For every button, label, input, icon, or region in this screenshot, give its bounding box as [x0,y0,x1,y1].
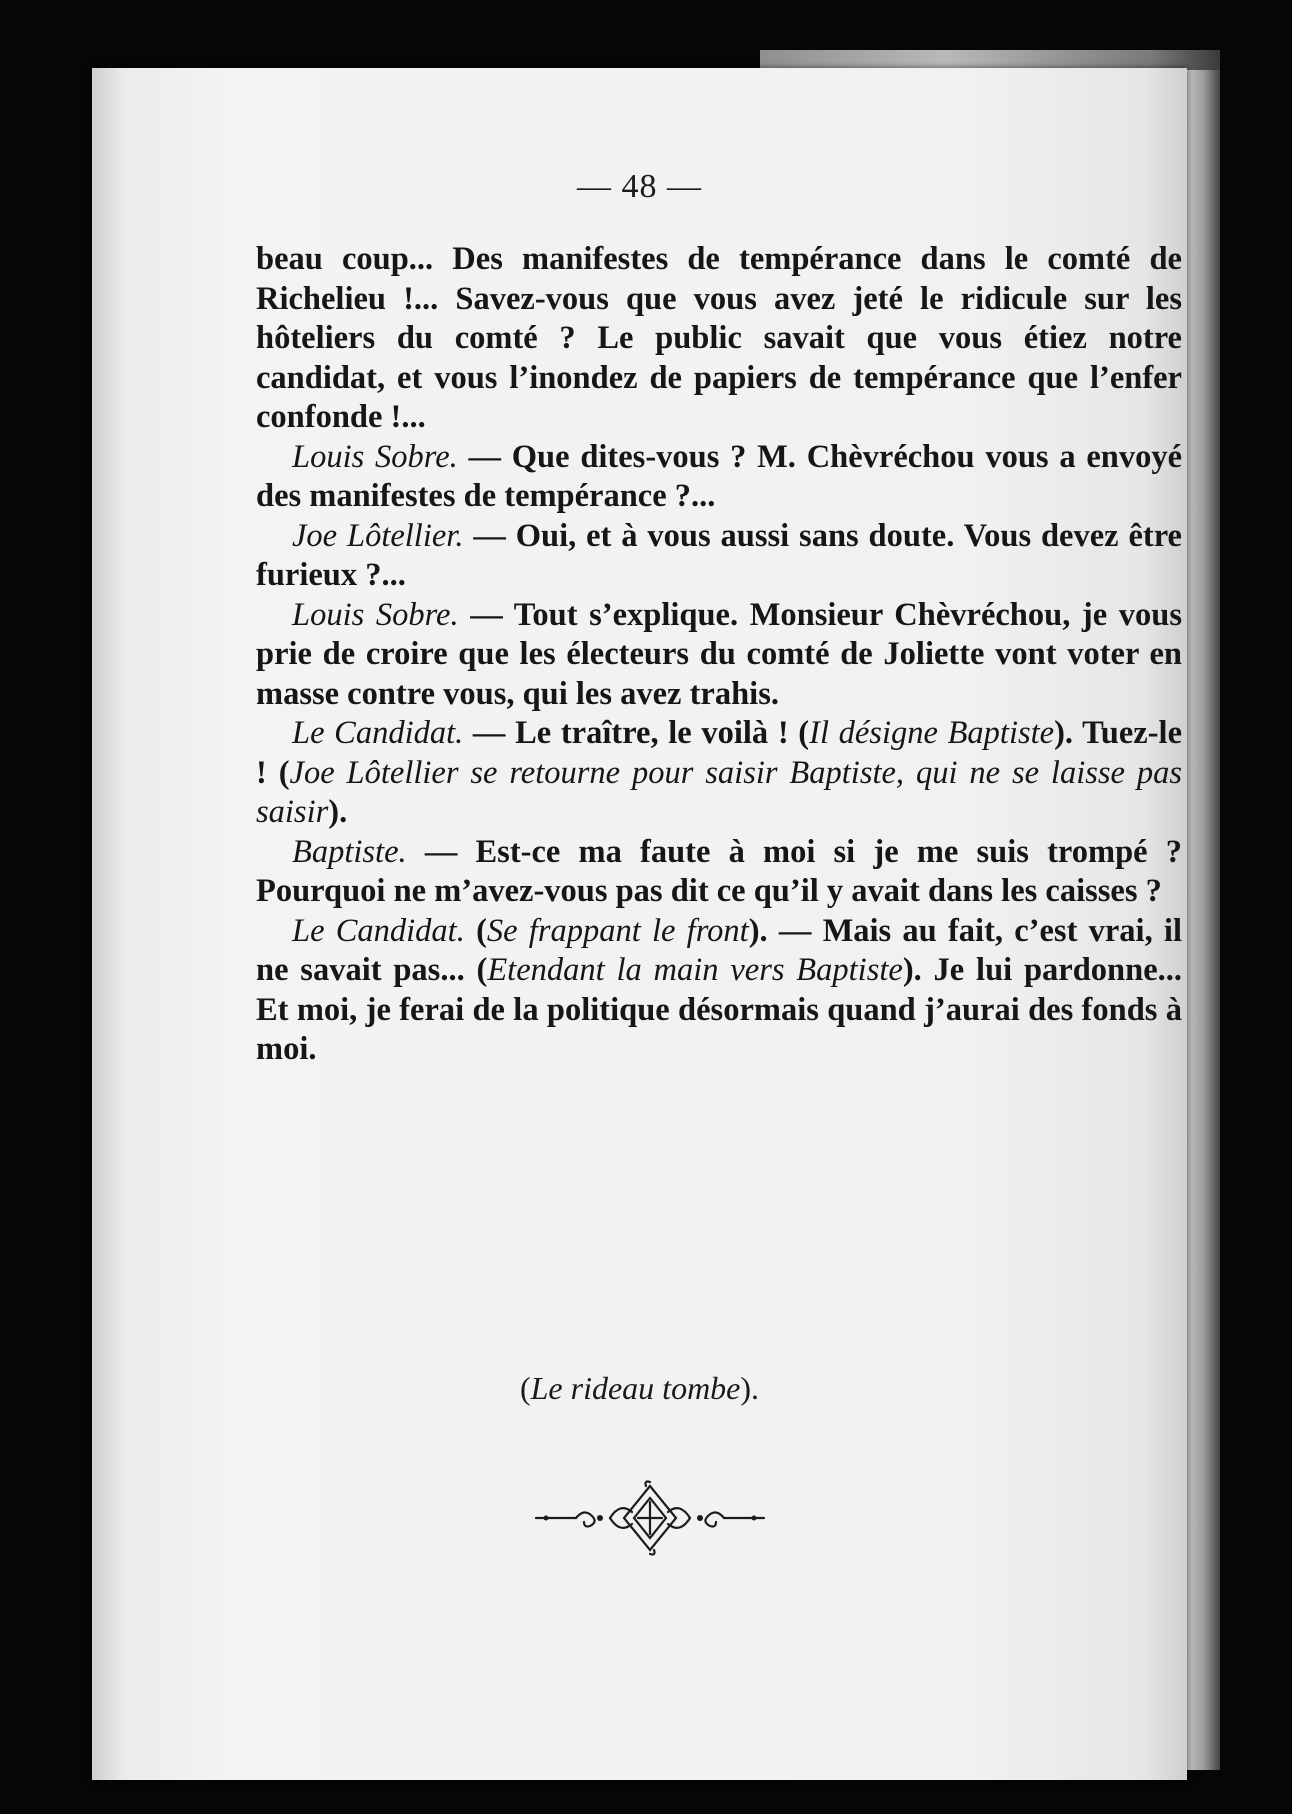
book-page [92,68,1187,1780]
paragraph [256,438,1182,517]
dialogue-text: — Que dites-vous ? M. Chèvréchou vous a envoyé des manifestes de tempérance ?... [256,438,1183,514]
closing-stage-direction [92,1370,1187,1407]
speaker-name: Louis Sobre. [292,438,458,475]
dialogue-text: ( [464,912,487,949]
paragraph [256,596,1182,715]
dialogue-text: beau coup... Des manifestes de tempérance dans le comté de Richelieu !... Savez-vous que vous avez jeté le ridicule sur les hôteliers du comté ? Le public savait que vous étiez notre candidat, et vous l’inondez de papiers de tempérance que l’enfer confonde !... [256,241,1182,435]
page-number: — 48 — [577,168,702,205]
speaker-name: Le Candidat. [292,912,465,949]
stage-direction: Il désigne Baptiste [809,715,1055,751]
paragraph [256,912,1182,1070]
paragraph [256,833,1182,912]
dialogue-text: ). [328,794,348,830]
stage-direction: Etendant la main vers Baptiste [487,952,903,988]
closing-open: ( [519,1370,531,1406]
speaker-name: Baptiste. [292,833,407,870]
speaker-name: Louis Sobre. [292,596,459,633]
closing-text: Le rideau tombe [530,1370,741,1406]
speaker-name: Joe Lôtellier. [292,517,464,554]
stage-direction: Joe Lôtellier se retourne pour saisir Baptiste, qui ne se laisse pas saisir [256,754,1182,830]
paragraph [256,517,1182,596]
dialogue-text: — Tout s’explique. Monsieur Chèvréchou, je vous prie de croire que les électeurs du comté de Joliette vont voter en masse contre vous, qui les avez trahis. [256,596,1182,712]
dialogue-text: — Est-ce ma faute à moi si je me suis trompé ? Pourquoi ne m’avez-vous pas dit ce qu’il y avait dans les caisses ? [256,833,1182,909]
stage-direction: Se frappant le front [486,912,749,949]
dialogue-text: ). — Mais au fait, c’est vrai, il ne savait pas... ( [256,912,1182,988]
dialogue-text: ). Tuez-le ! ( [256,715,1182,791]
paragraph [256,714,1182,833]
dialogue-text: ). Je lui pardonne... Et moi, je ferai de la politique désormais quand j’aurai des fonds à moi. [256,952,1182,1067]
paragraph [256,240,1182,438]
body-text [256,240,1182,1070]
closing-close: ). [740,1370,760,1406]
dialogue-text: — Oui, et à vous aussi sans doute. Vous devez être furieux ?... [256,517,1182,593]
speaker-name: Le Candidat. [292,715,464,751]
dialogue-text: — Le traître, le voilà ! ( [463,715,810,751]
floral-vignette-icon [530,1478,770,1558]
